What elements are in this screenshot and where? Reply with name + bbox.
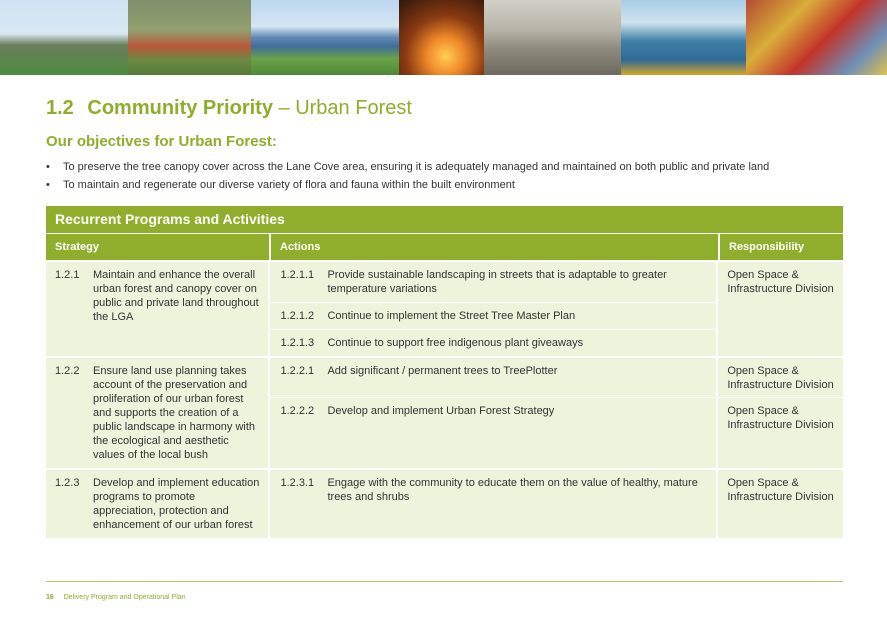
action-number: 1.2.1.1 [280,269,315,281]
banner-photo-street [484,0,621,75]
action-number: 1.2.3.1 [280,477,315,489]
programs-table [46,206,843,538]
banner-photo-kayaks [621,0,746,75]
strategy-cell [46,358,268,468]
action-number: 1.2.2.2 [280,405,315,417]
actions-cell [270,358,716,468]
table-row [46,262,843,356]
section-subtitle: Urban Forest [295,97,412,119]
actions-cell [270,262,716,356]
page-number: 16 [46,594,54,601]
banner-photo-festival [746,0,887,75]
action-text: Add significant / permanent trees to TreePlotter [327,365,558,377]
action-item [270,398,716,468]
footer-divider [46,581,843,582]
actions-cell [270,470,716,538]
action-number: 1.2.1.3 [280,337,315,349]
action-text: Engage with the community to educate them on the value of healthy, mature trees and shrubs [327,477,698,503]
responsibility-text: Open Space & Infrastructure Division [718,262,843,356]
strategy-number: 1.2.1 [55,269,80,281]
action-text: Provide sustainable landscaping in streets that is adaptable to greater temperature variations [327,269,667,295]
action-item [270,303,716,329]
photo-banner [0,0,887,75]
strategy-text: Ensure land use planning takes account of the preservation and proliferation of our urban forest and supports the creation of a public landscape in harmony with the ecological and aesthetic values of the local bush [93,365,256,461]
page-footer [46,594,186,601]
table-row [46,470,843,538]
responsibility-cell [718,262,843,356]
bullet-icon: • [46,179,50,191]
action-item [270,262,716,302]
strategy-text: Develop and implement education programs to promote appreciation, protection and enhancement of our urban forest [93,477,260,531]
action-number: 1.2.2.1 [280,365,315,377]
responsibility-text: Open Space & Infrastructure Division [718,470,843,538]
objectives-title: Our objectives for Urban Forest: [46,133,277,150]
header-actions: Actions [271,234,718,260]
section-title: Community Priority [87,97,273,119]
objectives-list [46,158,769,194]
responsibility-text: Open Space & Infrastructure Division [718,398,843,468]
responsibility-text: Open Space & Infrastructure Division [718,358,843,397]
responsibility-cell [718,470,843,538]
banner-photo-building [0,0,128,75]
strategy-cell [46,470,268,538]
responsibility-cell [718,358,843,468]
banner-photo-kookaburra [399,0,484,75]
table-header-row [46,234,843,260]
list-item: • To maintain and regenerate our diverse variety of flora and fauna within the built environment [46,176,769,194]
banner-photo-outdoor-yoga [251,0,399,75]
action-number: 1.2.1.2 [280,310,315,322]
action-text: Continue to support free indigenous plant giveaways [327,337,584,349]
strategy-cell [46,262,268,356]
header-strategy: Strategy [46,234,269,260]
table-title: Recurrent Programs and Activities [46,206,843,233]
section-dash: – [278,97,290,119]
action-item [270,470,716,538]
document-name: Delivery Program and Operational Plan [63,594,186,601]
action-item [270,330,716,356]
bullet-icon: • [46,161,50,173]
table-row [46,358,843,468]
page-title [46,96,412,120]
section-number: 1.2 [46,97,74,119]
strategy-text: Maintain and enhance the overall urban forest and canopy cover on public and private land throughout the LGA [93,269,259,323]
banner-photo-dog-agility [128,0,251,75]
action-text: Develop and implement Urban Forest Strategy [327,405,555,417]
list-item: • To preserve the tree canopy cover across the Lane Cove area, ensuring it is adequately managed and maintained on both public and private land [46,158,769,176]
action-text: Continue to implement the Street Tree Master Plan [327,310,576,322]
strategy-number: 1.2.2 [55,365,80,377]
action-item [270,358,716,397]
strategy-number: 1.2.3 [55,477,80,489]
header-responsibility: Responsibility [720,234,843,260]
